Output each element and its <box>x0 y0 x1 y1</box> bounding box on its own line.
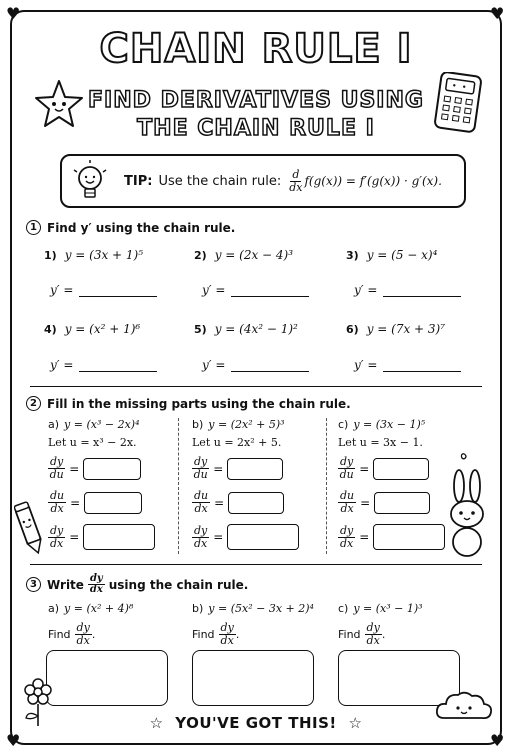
heart-icon: ♥ <box>490 731 505 750</box>
problem-expression: y = (x² + 1)⁶ <box>64 322 141 336</box>
answer-field[interactable] <box>50 358 157 372</box>
problem-label: b) <box>192 418 204 431</box>
page-title: CHAIN RULE I <box>99 26 413 72</box>
problem-expression: y = (x² + 4)⁸ <box>64 602 134 615</box>
equals-sign: = <box>359 461 370 476</box>
problem-number: 4) <box>44 323 57 336</box>
frac-numerator: dy <box>194 523 208 537</box>
answer-line[interactable] <box>231 362 309 372</box>
fill-row <box>192 456 283 481</box>
frac-denominator: dx <box>89 584 103 595</box>
tip-label: TIP: <box>124 173 153 189</box>
frac-denominator: du <box>339 468 354 481</box>
problem-label: a) <box>48 602 60 615</box>
section-number: 3 <box>26 577 41 592</box>
section-3-title <box>26 574 248 595</box>
period: . <box>91 628 96 641</box>
frac-denominator: dx <box>340 502 354 515</box>
substitution-text: Let u = x³ − 2x. <box>48 436 137 449</box>
frac-numerator: dy <box>220 621 234 634</box>
answer-box[interactable] <box>192 650 314 706</box>
problem-label: a) <box>48 418 60 431</box>
frac-denominator: dx <box>220 634 234 647</box>
fill-problem-a <box>48 418 140 431</box>
problem-expression: y = (5 − x)⁴ <box>366 248 438 262</box>
frac-denominator: dx <box>50 536 64 550</box>
section-number: 2 <box>26 396 41 411</box>
fill-problem-c <box>338 418 425 431</box>
fill-row <box>192 524 299 550</box>
answer-label: y′ = <box>354 358 378 372</box>
equals-sign: = <box>213 461 224 476</box>
find-instruction <box>192 622 239 647</box>
footer-text: YOU'VE GOT THIS! <box>175 714 337 732</box>
page-subtitle: THE CHAIN RULE I <box>137 116 375 141</box>
problem-number: 3) <box>346 249 359 262</box>
answer-label: y′ = <box>354 283 378 297</box>
problem-expression: y = (4x² − 1)² <box>214 322 298 336</box>
find-instruction <box>48 622 95 647</box>
frac-denominator: dx <box>366 634 380 647</box>
answer-box[interactable] <box>227 458 283 480</box>
frac-numerator: d <box>292 167 300 181</box>
frac-numerator: dy <box>50 455 64 468</box>
answer-box[interactable] <box>84 492 142 514</box>
tip-text: Use the chain rule: <box>158 173 282 189</box>
section-instructions: Fill in the missing parts using the chain rule. <box>47 396 351 411</box>
encouragement-footer <box>0 714 512 732</box>
frac-numerator: dy <box>50 523 64 537</box>
find-label: Find <box>48 628 71 641</box>
heart-icon: ♥ <box>6 731 21 750</box>
answer-box[interactable] <box>46 650 168 706</box>
frac-numerator: dy <box>340 523 354 537</box>
problem-expression: y = (5x² − 3x + 2)⁴ <box>208 602 314 615</box>
fill-row <box>48 524 155 550</box>
frac-numerator: du <box>340 489 355 502</box>
period: . <box>235 628 240 641</box>
frac-numerator: dy <box>76 621 90 634</box>
star-character-icon <box>32 78 86 132</box>
bunny-character-icon <box>440 452 496 562</box>
period: . <box>381 628 386 641</box>
problem-number: 2) <box>194 249 207 262</box>
problem-label: b) <box>192 602 204 615</box>
answer-field[interactable] <box>202 283 309 297</box>
star-icon: ☆ <box>348 714 363 732</box>
answer-box[interactable] <box>374 492 430 514</box>
column-divider <box>326 418 327 554</box>
fill-row <box>48 456 141 481</box>
answer-box[interactable] <box>227 524 299 550</box>
answer-line[interactable] <box>79 287 157 297</box>
substitution-text: Let u = 3x − 1. <box>338 436 423 449</box>
answer-label: y′ = <box>50 283 74 297</box>
fill-problem-b <box>192 418 285 431</box>
heart-icon: ♥ <box>6 4 21 23</box>
problem-3 <box>346 248 437 262</box>
calculator-icon <box>432 72 484 134</box>
frac-numerator: dy <box>340 455 354 468</box>
derivative-fraction <box>88 574 105 595</box>
answer-box[interactable] <box>83 458 141 480</box>
equals-sign: = <box>69 461 80 476</box>
pencil-character-icon <box>14 500 48 560</box>
tip-box <box>60 154 466 208</box>
substitution-text: Let u = 2x² + 5. <box>192 436 282 449</box>
frac-denominator: dx <box>340 536 354 550</box>
write-problem-b <box>192 602 314 615</box>
section-instructions: Find y′ using the chain rule. <box>47 220 236 235</box>
answer-line[interactable] <box>383 287 461 297</box>
frac-denominator: dx <box>194 502 208 515</box>
section-instructions: using the chain rule. <box>108 577 249 592</box>
answer-box[interactable] <box>373 458 429 480</box>
write-problem-c <box>338 602 423 615</box>
problem-6 <box>346 322 445 336</box>
problem-expression: y = (7x + 3)⁷ <box>366 322 446 336</box>
equals-sign: = <box>214 495 225 510</box>
section-1-title <box>26 220 235 235</box>
frac-denominator: dx <box>289 180 303 194</box>
fill-row <box>192 490 284 515</box>
section-divider <box>30 564 482 565</box>
problem-number: 1) <box>44 249 57 262</box>
derivative-operator <box>289 169 302 194</box>
frac-numerator: dy <box>366 621 380 634</box>
answer-field[interactable] <box>50 283 157 297</box>
problem-label: c) <box>338 418 349 431</box>
section-instructions: Write <box>47 577 84 592</box>
fill-row <box>338 524 445 550</box>
find-instruction <box>338 622 385 647</box>
problem-expression: y = (3x + 1)⁵ <box>64 248 144 262</box>
column-divider <box>178 418 179 554</box>
answer-label: y′ = <box>202 283 226 297</box>
problem-2 <box>194 248 293 262</box>
answer-line[interactable] <box>231 287 309 297</box>
answer-field[interactable] <box>202 358 309 372</box>
frac-numerator: dy <box>194 455 208 468</box>
star-icon: ☆ <box>149 714 164 732</box>
equals-sign: = <box>213 530 224 544</box>
fill-row <box>338 456 429 481</box>
frac-numerator: du <box>194 489 209 502</box>
section-2-title <box>26 396 351 411</box>
problem-expression: y = (x³ − 2x)⁴ <box>64 418 140 431</box>
section-number: 1 <box>26 220 41 235</box>
section-divider <box>30 386 482 387</box>
answer-line[interactable] <box>79 362 157 372</box>
problem-5 <box>194 322 298 336</box>
problem-number: 6) <box>346 323 359 336</box>
find-label: Find <box>338 628 361 641</box>
frac-denominator: dx <box>194 536 208 550</box>
equals-sign: = <box>359 530 370 544</box>
problem-expression: y = (2x − 4)³ <box>214 248 294 262</box>
equals-sign: = <box>360 495 371 510</box>
write-problem-a <box>48 602 133 615</box>
fill-row <box>48 490 142 515</box>
lightbulb-icon <box>70 158 110 204</box>
fill-row <box>338 490 430 515</box>
answer-box[interactable] <box>373 524 445 550</box>
frac-denominator: dx <box>50 502 64 515</box>
frac-denominator: du <box>49 468 64 481</box>
answer-label: y′ = <box>50 358 74 372</box>
answer-label: y′ = <box>202 358 226 372</box>
problem-expression: y = (x³ − 1)³ <box>353 602 423 615</box>
answer-field[interactable] <box>354 283 461 297</box>
find-label: Find <box>192 628 215 641</box>
equals-sign: = <box>69 530 80 544</box>
problem-expression: y = (3x − 1)⁵ <box>353 418 426 431</box>
page-subtitle: FIND DERIVATIVES USING <box>88 88 424 113</box>
frac-numerator: du <box>50 489 65 502</box>
problem-number: 5) <box>194 323 207 336</box>
answer-line[interactable] <box>383 362 461 372</box>
chain-rule-formula: f(g(x)) = f′(g(x)) · g′(x). <box>304 174 442 188</box>
answer-box[interactable] <box>228 492 284 514</box>
answer-field[interactable] <box>354 358 461 372</box>
frac-denominator: dx <box>76 634 90 647</box>
problem-4 <box>44 322 140 336</box>
heart-icon: ♥ <box>490 4 505 23</box>
frac-numerator: dy <box>89 573 103 584</box>
frac-denominator: du <box>193 468 208 481</box>
answer-box[interactable] <box>83 524 155 550</box>
problem-1 <box>44 248 143 262</box>
problem-expression: y = (2x² + 5)³ <box>208 418 285 431</box>
equals-sign: = <box>70 495 81 510</box>
problem-label: c) <box>338 602 349 615</box>
